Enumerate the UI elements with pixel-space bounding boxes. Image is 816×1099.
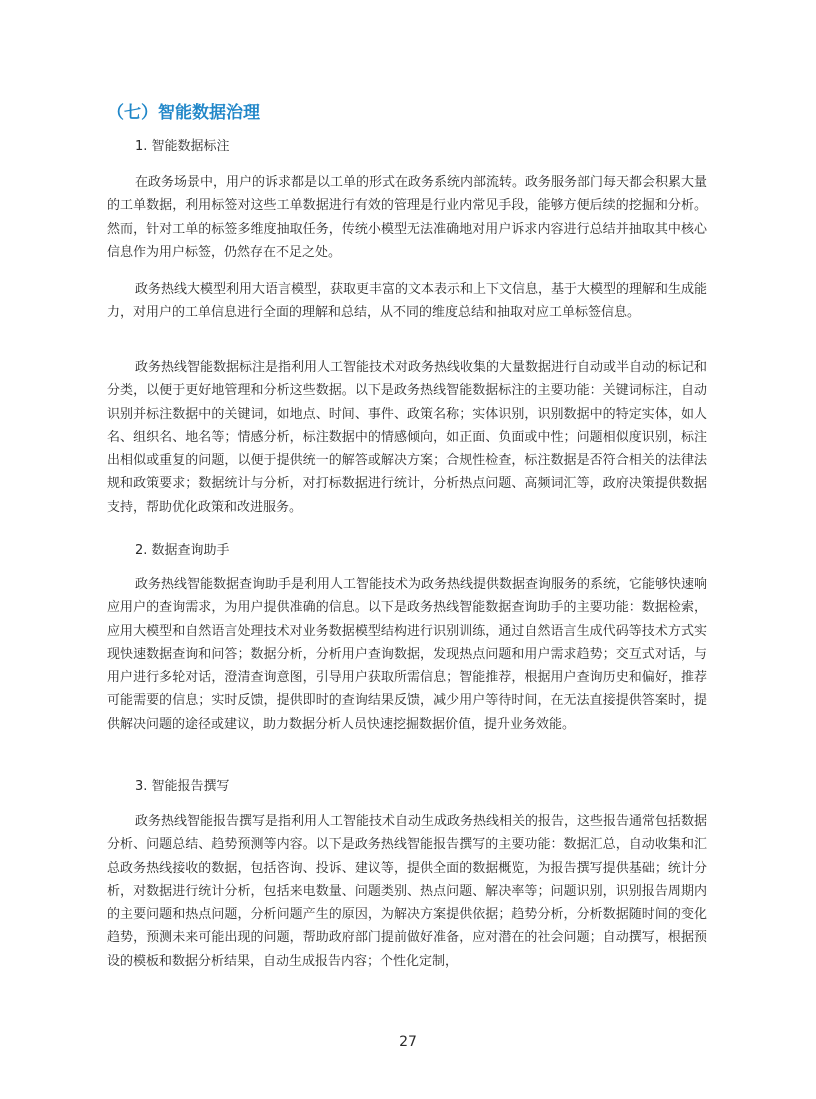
- subsection-heading-data-query-assistant: 2. 数据查询助手: [135, 543, 230, 558]
- section-title: （七）智能数据治理: [107, 103, 260, 123]
- paragraph: 在政务场景中，用户的诉求都是以工单的形式在政务系统内部流转。政务服务部门每天都会积累大量的工单数据，利用标签对这些工单数据进行有效的管理是行业内常见手段，能够方便后续的挖掘和分析。然而，针对工单的标签多维度抽取任务，传统小模型无法准确地对用户诉求内容进行总结并抽取其中核心信息作为用户标签，仍然存在不足之处。: [107, 175, 708, 260]
- subsection-heading-report-writing: 3. 智能报告撰写: [135, 779, 230, 794]
- paragraph: 政务热线智能数据查询助手是利用人工智能技术为政务热线提供数据查询服务的系统，它能够快速响应用户的查询需求，为用户提供准确的信息。以下是政务热线智能数据查询助手的主要功能：数据检索，应用大模型和自然语言处理技术对业务数据模型结构进行识别训练，通过自然语言生成代码等技术方式实现快速数据查询和问答；数据分析，分析用户查询数据，发现热点问题和用户需求趋势；交互式对话，与用户进行多轮对话，澄清查询意图，引导用户获取所需信息；智能推荐，根据用户查询历史和偏好，推荐可能需要的信息；实时反馈，提供即时的查询结果反馈，减少用户等待时间，在无法直接提供答案时，提供解决问题的途径或建议，助力数据分析人员快速挖掘数据价值，提升业务效能。: [107, 577, 708, 732]
- paragraph: 政务热线大模型利用大语言模型，获取更丰富的文本表示和上下文信息，基于大模型的理解和生成能力，对用户的工单信息进行全面的理解和总结，从不同的维度总结和抽取对应工单标签信息。: [107, 282, 708, 321]
- paragraph: 政务热线智能报告撰写是指利用人工智能技术自动生成政务热线相关的报告，这些报告通常包括数据分析、问题总结、趋势预测等内容。以下是政务热线智能报告撰写的主要功能：数据汇总，自动收集和汇总政务热线接收的数据，包括咨询、投诉、建议等，提供全面的数据概览，为报告撰写提供基础；统计分析，对数据进行统计分析，包括来电数量、问题类别、热点问题、解决率等；问题识别，识别报告周期内的主要问题和热点问题，分析问题产生的原因，为解决方案提供依据；趋势分析，分析数据随时间的变化趋势，预测未来可能出现的问题，帮助政府部门提前做好准备，应对潜在的社会问题；自动撰写，根据预设的模板和数据分析结果，自动生成报告内容；个性化定制，: [107, 814, 708, 969]
- subsection-heading-data-labeling: 1. 智能数据标注: [135, 139, 230, 154]
- page-number: 27: [399, 1034, 417, 1050]
- paragraph: 政务热线智能数据标注是指利用人工智能技术对政务热线收集的大量数据进行自动或半自动的标记和分类，以便于更好地管理和分析这些数据。以下是政务热线智能数据标注的主要功能：关键词标注，自动识别并标注数据中的关键词，如地点、时间、事件、政策名称；实体识别，识别数据中的特定实体，如人名、组织名、地名等；情感分析，标注数据中的情感倾向，如正面、负面或中性；问题相似度识别，标注出相似或重复的问题，以便于提供统一的解答或解决方案；合规性检查，标注数据是否符合相关的法律法规和政策要求；数据统计与分析，对打标数据进行统计，分析热点问题、高频词汇等，政府决策提供数据支持，帮助优化政策和改进服务。: [107, 360, 708, 515]
